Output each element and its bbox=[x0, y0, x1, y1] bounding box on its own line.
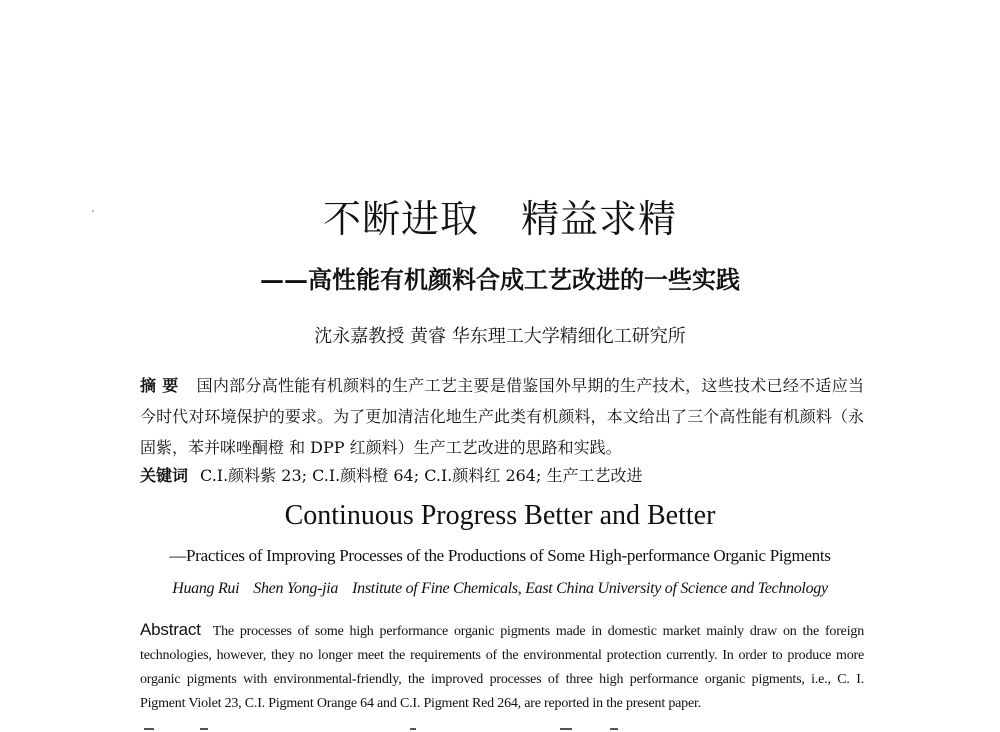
english-authors-affiliation bbox=[0, 580, 1000, 598]
chinese-keywords bbox=[140, 462, 864, 490]
chinese-keywords-text: C.I.颜料紫 23; C.I.颜料橙 64; C.I.颜料红 264; 生产工艺改进 bbox=[200, 466, 643, 485]
english-subtitle: —Practices of Improving Processes of the Productions of Some High-performance Organic Pigments bbox=[169, 546, 831, 565]
cut-off-next-line bbox=[140, 728, 864, 732]
chinese-keywords-label: 关键词 bbox=[140, 466, 189, 485]
chinese-title-part-2: 精益求精 bbox=[521, 197, 678, 241]
chinese-abstract-label: 摘要 bbox=[140, 376, 185, 395]
chinese-abstract bbox=[140, 370, 864, 463]
chinese-subtitle: ——高性能有机颜料合成工艺改进的一些实践 bbox=[260, 265, 740, 294]
english-abstract bbox=[140, 618, 864, 716]
english-abstract-label: Abstract bbox=[140, 620, 201, 639]
english-author-1: Huang Rui bbox=[172, 580, 240, 597]
english-title: Continuous Progress Better and Better bbox=[284, 500, 716, 531]
english-abstract-text: The processes of some high performance organic pigments made in domestic market mainly draw on the foreign technologies, however, they no longer meet the requirements of the environmental protection currently. In order to produce more organic pigments with environmental-friendly, the improved processes of three high performance organic pigments, i.e., C. I. Pigment Violet 23, C.I. Pigment Orange 64 and C.I. Pigment Red 264, are reported in the present paper. bbox=[140, 624, 864, 711]
chinese-abstract-text: 国内部分高性能有机颜料的生产工艺主要是借鉴国外早期的生产技术，这些技术已经不适应当今时代对环境保护的要求。为了更加清洁化地生产此类有机颜料，本文给出了三个高性能有机颜料（永固紫，苯并咪唑酮橙 和 DPP 红颜料）生产工艺改进的思路和实践。 bbox=[140, 376, 864, 457]
english-author-2: Shen Yong-jia bbox=[253, 580, 339, 597]
chinese-title bbox=[0, 188, 1000, 243]
chinese-title-part-1: 不断进取 bbox=[322, 197, 479, 241]
english-affiliation: Institute of Fine Chemicals, East China University of Science and Technology bbox=[352, 580, 828, 597]
chinese-authors-affiliation: 沈永嘉教授 黄睿 华东理工大学精细化工研究所 bbox=[314, 326, 686, 347]
